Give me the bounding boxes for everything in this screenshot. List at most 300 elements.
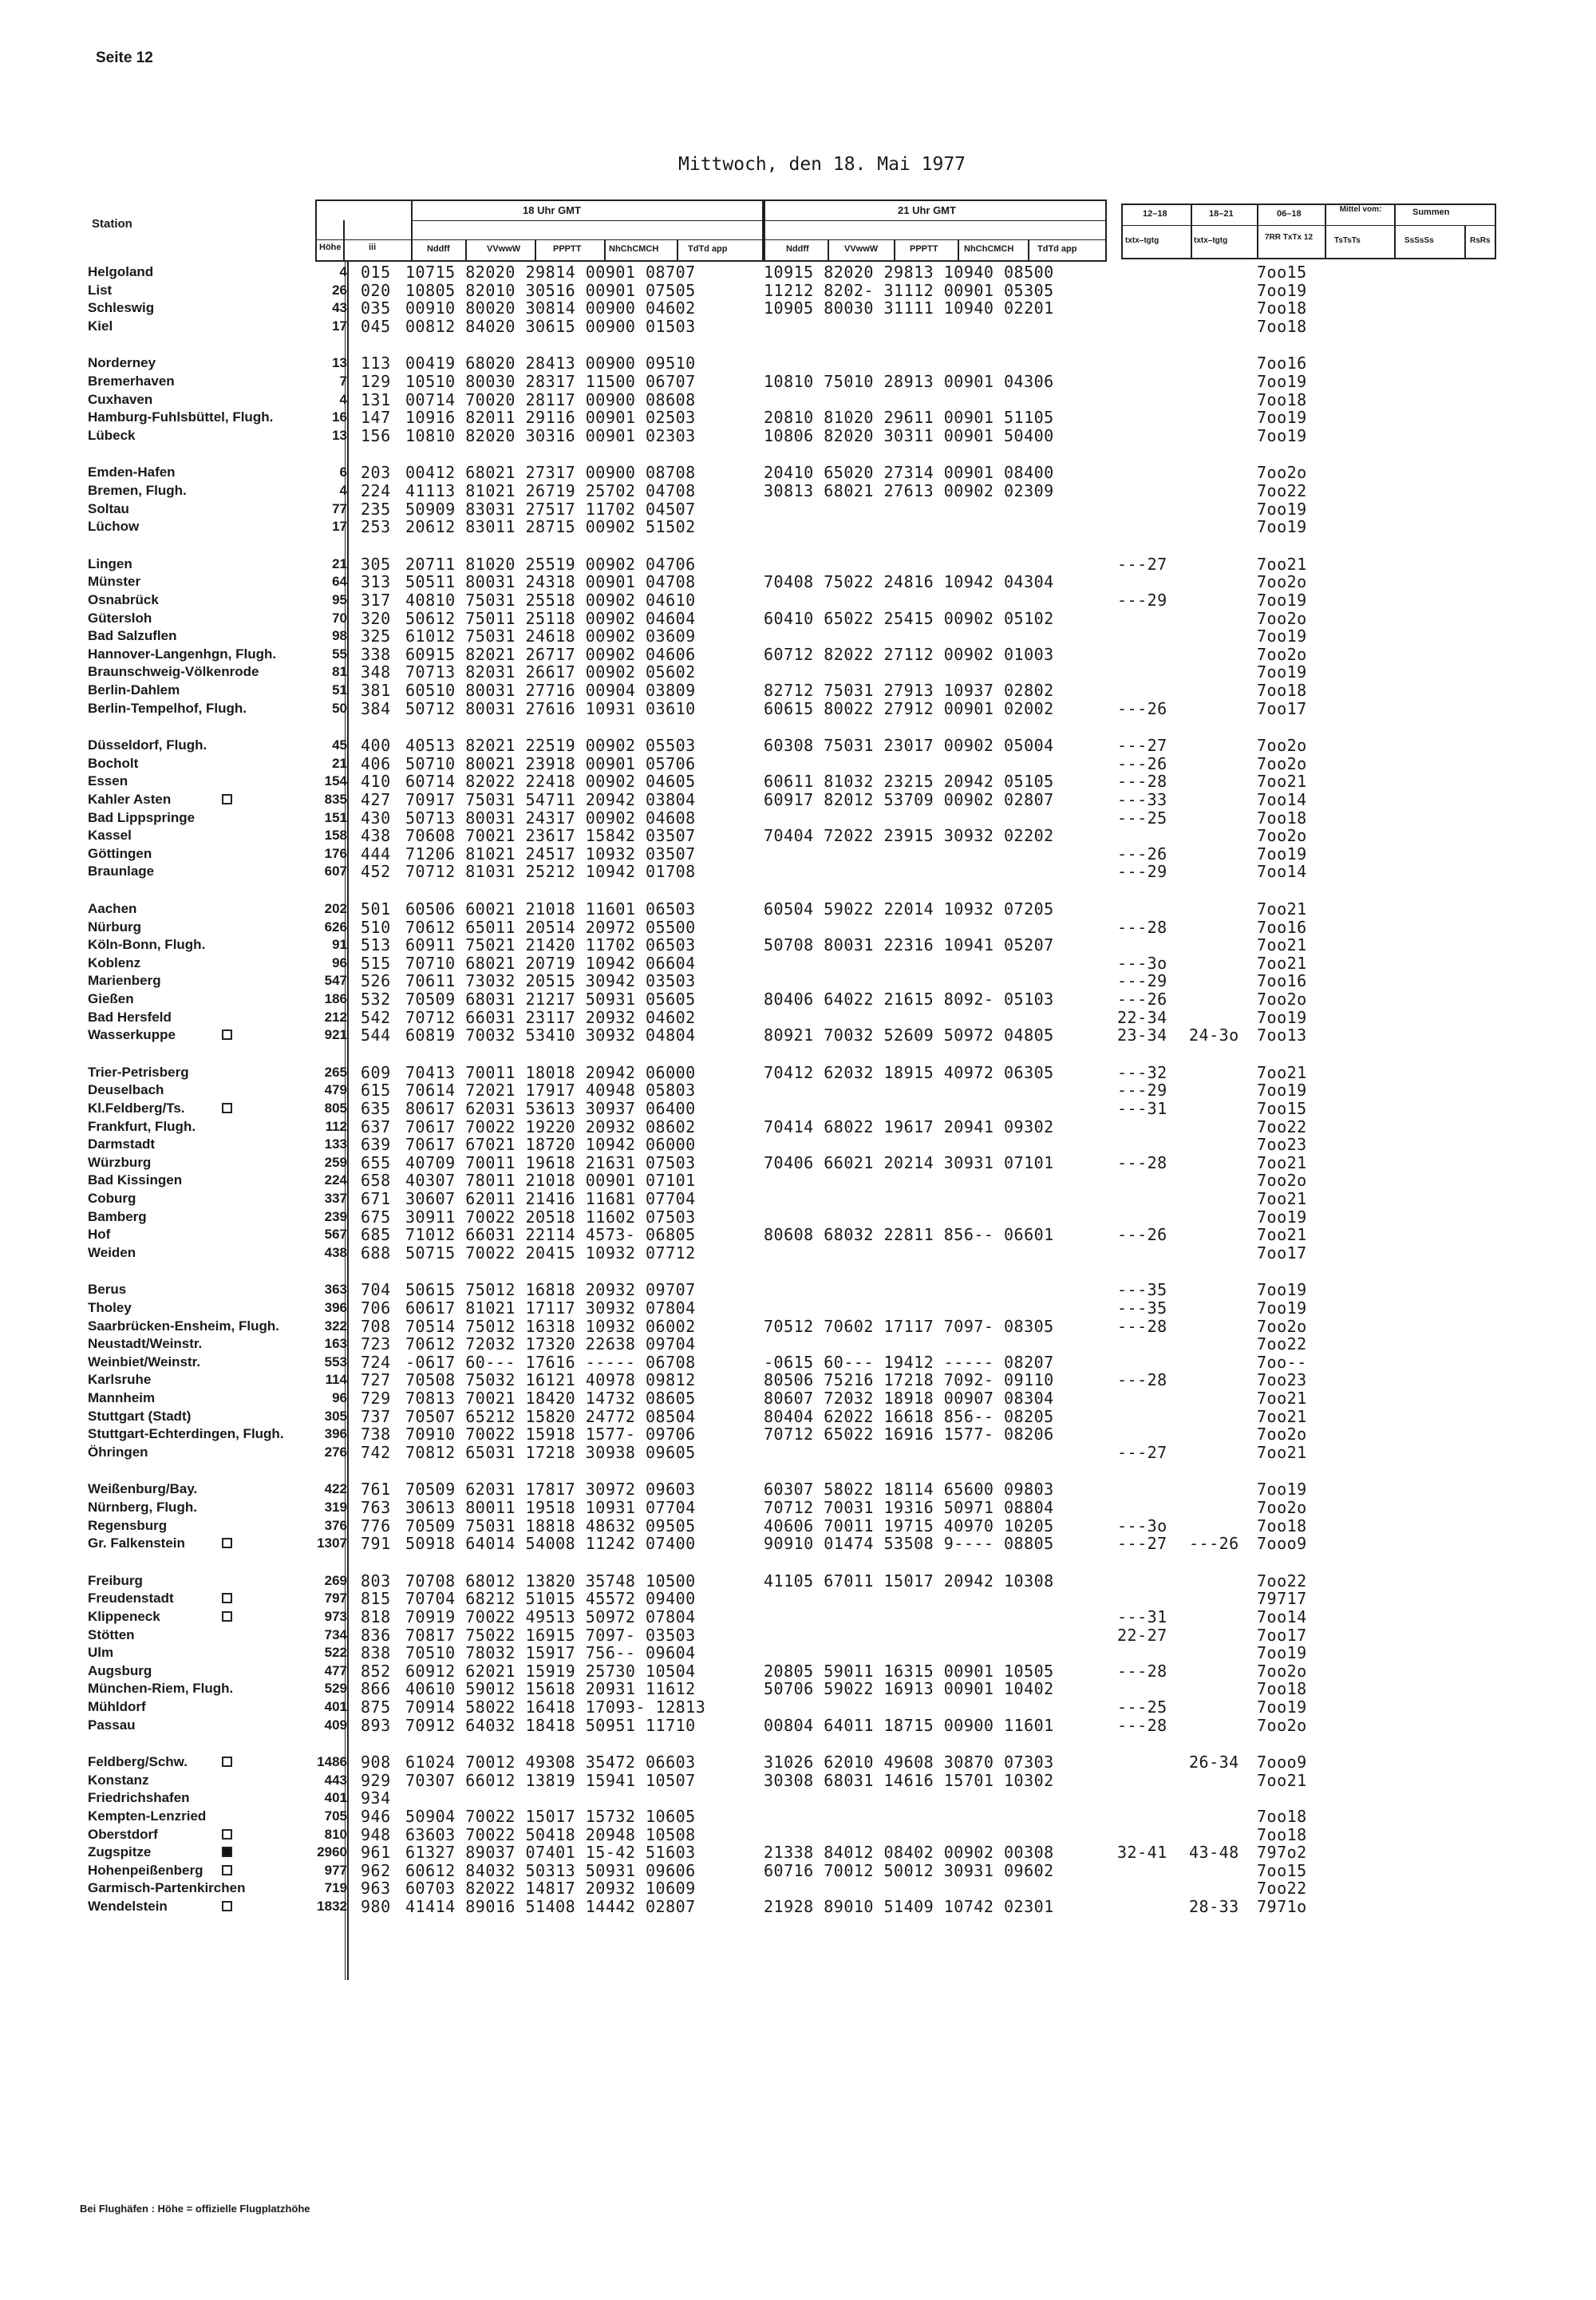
station-height: 835 [324,792,347,807]
obs-18-uhr: 70914 58022 16418 17093- 12813 [405,1697,706,1717]
table-row [0,936,1596,954]
station-height: 265 [324,1064,347,1080]
obs-18-uhr: 80617 62031 53613 30937 06400 [405,1099,696,1118]
station-name: Zugspitze [88,1844,152,1860]
code-06-18: 7oo15 [1257,263,1307,282]
code-06-18: 7oo15 [1257,1099,1307,1118]
table-row [0,700,1596,717]
station-height: 26 [332,282,347,298]
station-number: 704 [361,1280,391,1300]
table-row [0,1244,1596,1262]
code-06-18: 7oo18 [1257,1679,1307,1699]
station-number: 737 [361,1406,391,1426]
station-name: Kl.Feldberg/Ts. [88,1101,185,1116]
obs-18-uhr: 60617 81021 17117 30932 07804 [405,1298,696,1318]
obs-18-uhr: 00419 68020 28413 00900 09510 [405,354,696,373]
station-height: 2960 [317,1844,347,1860]
station-height: 396 [324,1426,347,1442]
station-number: 815 [361,1589,391,1609]
obs-21-uhr: 60308 75031 23017 00902 05004 [764,736,1054,756]
temp-diff-12-18: ---27 [1117,1442,1167,1462]
station-number: 510 [361,917,391,937]
temp-diff-18-21: 43-48 [1189,1843,1239,1863]
obs-18-uhr: 50712 80031 27616 10931 03610 [405,698,696,718]
header-sub-18-21: txtx–tgtg [1194,236,1228,245]
code-06-18: 7ooo9 [1257,1753,1307,1772]
code-06-18: 7oo19 [1257,408,1307,428]
station-number: 235 [361,499,391,519]
obs-18-uhr: 71012 66031 22114 4573- 06805 [405,1225,696,1245]
station-height: 45 [332,737,347,753]
station-height: 529 [324,1681,347,1697]
station-name: Mühldorf [88,1699,146,1714]
station-height: 91 [332,937,347,953]
code-06-18: 7oo17 [1257,1625,1307,1645]
station-number: 727 [361,1370,391,1390]
open-square-icon [222,1901,232,1911]
station-height: 409 [324,1717,347,1733]
station-height: 70 [332,610,347,626]
temp-diff-12-18: ---28 [1117,772,1167,792]
table-row [0,1517,1596,1535]
header-mittel: Mittel vom: [1339,205,1382,214]
station-height: 973 [324,1609,347,1624]
station-number: 438 [361,826,391,846]
station-height: 202 [324,901,347,916]
obs-18-uhr: 70617 67021 18720 10942 06000 [405,1135,696,1155]
station-height: 224 [324,1172,347,1188]
code-06-18: 7oo21 [1257,899,1307,919]
station-number: 320 [361,608,391,628]
station-height: 921 [324,1027,347,1043]
station-height: 16 [332,409,347,425]
station-name: Bad Salzuflen [88,628,177,644]
obs-21-uhr: 80921 70032 52609 50972 04805 [764,1026,1054,1045]
station-height: 363 [324,1282,347,1298]
header-06-18: 06–18 [1277,209,1302,219]
temp-diff-12-18: ---29 [1117,1081,1167,1101]
temp-diff-12-18: 23-34 [1117,1026,1167,1045]
code-06-18: 7oo18 [1257,681,1307,700]
station-height: 401 [324,1790,347,1806]
code-06-18: 7oo2o [1257,1498,1307,1517]
table-row [0,1408,1596,1425]
table-row [0,791,1596,808]
station-name: Aachen [88,901,137,916]
code-06-18: 7oo19 [1257,517,1307,537]
table-row [0,954,1596,972]
obs-21-uhr: 82712 75031 27913 10937 02802 [764,681,1054,700]
station-number: 980 [361,1897,391,1916]
obs-18-uhr: 50918 64014 54008 11242 07400 [405,1534,696,1554]
station-height: 95 [332,592,347,607]
station-number: 203 [361,463,391,483]
obs-21-uhr: 70406 66021 20214 30931 07101 [764,1152,1054,1172]
table-row [0,1862,1596,1879]
header-vvwww-21: VVwwW [844,244,879,254]
temp-diff-12-18: ---35 [1117,1298,1167,1318]
table-row [0,1499,1596,1516]
station-name: Stuttgart-Echterdingen, Flugh. [88,1426,284,1442]
table-row [0,1335,1596,1353]
obs-18-uhr: 40709 70011 19618 21631 07503 [405,1152,696,1172]
station-name: Bad Hersfeld [88,1009,172,1025]
header-nh-18: NhChCMCH [609,244,659,254]
station-name: Hof [88,1227,111,1243]
obs-21-uhr: 70408 75022 24816 10942 04304 [764,572,1054,592]
obs-18-uhr: 00812 84020 30615 00900 01503 [405,316,696,336]
obs-18-uhr: 70612 72032 17320 22638 09704 [405,1334,696,1354]
table-row [0,1753,1596,1771]
station-height: 4 [339,483,347,498]
obs-21-uhr: 30308 68031 14616 15701 10302 [764,1770,1054,1790]
station-height: 607 [324,863,347,879]
obs-18-uhr: 70713 82031 26617 00902 05602 [405,662,696,682]
header-12-18: 12–18 [1143,209,1167,219]
station-name: Bad Lippspringe [88,809,196,825]
table-row [0,1480,1596,1498]
open-square-icon [222,1611,232,1622]
station-name: Klippeneck [88,1609,160,1624]
obs-18-uhr: 60819 70032 53410 30932 04804 [405,1026,696,1045]
station-name: Braunlage [88,863,155,879]
open-square-icon [222,1538,232,1548]
obs-18-uhr: 50612 75011 25118 00902 04604 [405,608,696,628]
station-number: 129 [361,372,391,391]
station-name: Münster [88,574,141,590]
station-height: 522 [324,1645,347,1661]
station-height: 17 [332,519,347,535]
code-06-18: 7oo21 [1257,1062,1307,1082]
station-name: Berlin-Dahlem [88,682,180,698]
obs-18-uhr: 70919 70022 49513 50972 07804 [405,1607,696,1626]
station-number: 929 [361,1770,391,1790]
code-06-18: 7oo18 [1257,298,1307,318]
table-row [0,318,1596,335]
station-number: 015 [361,263,391,282]
station-height: 1486 [317,1754,347,1770]
station-name: List [88,282,113,298]
obs-18-uhr: 70617 70022 19220 20932 08602 [405,1116,696,1136]
obs-21-uhr: 00804 64011 18715 00900 11601 [764,1715,1054,1735]
station-height: 547 [324,973,347,989]
obs-21-uhr: 20810 81020 29611 00901 51105 [764,408,1054,428]
code-06-18: 7oo16 [1257,971,1307,991]
header-18-21: 18–21 [1209,209,1234,219]
station-name: Freudenstadt [88,1591,174,1606]
code-06-18: 7oo19 [1257,844,1307,863]
obs-21-uhr: 70414 68022 19617 20941 09302 [764,1116,1054,1136]
obs-21-uhr: 41105 67011 15017 20942 10308 [764,1571,1054,1591]
temp-diff-12-18: ---28 [1117,1316,1167,1336]
station-name: Kempten-Lenzried [88,1808,207,1824]
code-06-18: 7oo2o [1257,1425,1307,1444]
station-number: 637 [361,1116,391,1136]
station-height: 477 [324,1662,347,1678]
station-number: 526 [361,971,391,991]
station-height: 186 [324,991,347,1006]
station-name: Lübeck [88,427,136,443]
obs-21-uhr: -0615 60--- 19412 ----- 08207 [764,1352,1054,1372]
header-nddff-18: Nddff [427,244,450,254]
code-06-18: 7oo19 [1257,1480,1307,1500]
station-number: 400 [361,736,391,756]
code-06-18: 7oo21 [1257,1770,1307,1790]
table-row [0,1698,1596,1716]
station-height: 50 [332,700,347,716]
station-name: Deuselbach [88,1082,164,1098]
obs-18-uhr: 10805 82010 30516 00901 07505 [405,280,696,300]
code-06-18: 7oo22 [1257,1116,1307,1136]
code-06-18: 7oo13 [1257,1026,1307,1045]
station-name: Weinbiet/Weinstr. [88,1354,201,1369]
station-name: Gießen [88,991,134,1006]
code-06-18: 7oo21 [1257,1225,1307,1245]
obs-18-uhr: 20711 81020 25519 00902 04706 [405,554,696,574]
filled-square-icon [222,1847,232,1857]
station-number: 532 [361,990,391,1009]
station-height: 7 [339,373,347,389]
obs-18-uhr: 40513 82021 22519 00902 05503 [405,736,696,756]
station-height: 4 [339,391,347,407]
header-iii: iii [369,243,377,252]
table-row [0,610,1596,627]
temp-diff-12-18: ---25 [1117,808,1167,828]
code-06-18: 7oo19 [1257,1081,1307,1101]
station-height: 151 [324,809,347,825]
temp-diff-12-18: 22-27 [1117,1625,1167,1645]
obs-21-uhr: 70404 72022 23915 30932 02202 [764,826,1054,846]
temp-diff-12-18: ---27 [1117,1534,1167,1554]
station-number: 836 [361,1625,391,1645]
station-name: Berus [88,1282,127,1298]
station-name: Helgoland [88,264,154,279]
obs-18-uhr: 70812 65031 17218 30938 09605 [405,1442,696,1462]
obs-21-uhr: 20410 65020 27314 00901 08400 [764,463,1054,483]
station-height: 163 [324,1336,347,1352]
station-height: 1832 [317,1899,347,1914]
obs-18-uhr: 70510 78032 15917 756-- 09604 [405,1643,696,1663]
table-row [0,646,1596,663]
obs-21-uhr: 70512 70602 17117 7097- 08305 [764,1316,1054,1336]
station-number: 430 [361,808,391,828]
table-row [0,627,1596,645]
obs-18-uhr: 50904 70022 15017 15732 10605 [405,1807,696,1826]
code-06-18: 7oo2o [1257,1661,1307,1681]
station-number: 706 [361,1298,391,1318]
table-row [0,1826,1596,1844]
table-row [0,500,1596,518]
code-06-18: 797o2 [1257,1843,1307,1863]
table-row [0,1425,1596,1443]
header-summen: Summen [1412,207,1450,217]
obs-21-uhr: 60716 70012 50012 30931 09602 [764,1860,1054,1880]
station-height: 21 [332,555,347,571]
table-row [0,1535,1596,1552]
temp-diff-12-18: ---28 [1117,917,1167,937]
station-number: 675 [361,1207,391,1227]
station-height: 51 [332,682,347,698]
header-nddff-21: Nddff [786,244,809,254]
obs-21-uhr: 70712 70031 19316 50971 08804 [764,1498,1054,1517]
code-06-18: 7oo21 [1257,1406,1307,1426]
header-18-uhr-gmt: 18 Uhr GMT [523,204,581,216]
code-06-18: 7oo22 [1257,481,1307,500]
temp-diff-12-18: ---26 [1117,844,1167,863]
station-height: 626 [324,919,347,935]
obs-21-uhr: 60504 59022 22014 10932 07205 [764,899,1054,919]
table-row [0,1136,1596,1153]
temp-diff-18-21: 26-34 [1189,1753,1239,1772]
header-21-uhr-gmt: 21 Uhr GMT [898,204,956,216]
code-06-18: 7oo21 [1257,1389,1307,1408]
code-06-18: 7oo2o [1257,463,1307,483]
table-row [0,1898,1596,1915]
temp-diff-12-18: ---28 [1117,1661,1167,1681]
obs-21-uhr: 11212 8202- 31112 00901 05305 [764,280,1054,300]
obs-21-uhr: 60307 58022 18114 65600 09803 [764,1480,1054,1500]
station-height: 13 [332,427,347,443]
code-06-18: 7oo2o [1257,826,1307,846]
station-name: Koblenz [88,954,141,970]
station-height: 96 [332,1390,347,1405]
station-name: Hamburg-Fuhlsbüttel, Flugh. [88,409,274,425]
station-number: 020 [361,280,391,300]
code-06-18: 7oo19 [1257,1280,1307,1300]
code-06-18: 7oo19 [1257,591,1307,610]
header-vvwww-18: VVwwW [487,244,521,254]
station-height: 1307 [317,1535,347,1551]
station-name: Coburg [88,1191,136,1206]
station-name: Konstanz [88,1772,149,1788]
station-name: Mannheim [88,1390,156,1405]
code-06-18: 7oo23 [1257,1135,1307,1155]
station-height: 319 [324,1500,347,1515]
temp-diff-12-18: ---26 [1117,753,1167,773]
obs-21-uhr: 10806 82020 30311 00901 50400 [764,425,1054,445]
station-number: 742 [361,1442,391,1462]
obs-18-uhr: 70813 70021 18420 14732 08605 [405,1389,696,1408]
station-height: 797 [324,1591,347,1606]
obs-21-uhr: 80406 64022 21615 8092- 05103 [764,990,1054,1009]
station-height: 158 [324,828,347,844]
station-height: 98 [332,628,347,644]
code-06-18: 7oo2o [1257,990,1307,1009]
temp-diff-12-18: ---28 [1117,1715,1167,1735]
code-06-18: 7oo21 [1257,935,1307,955]
header-station: Station [92,217,132,231]
code-06-18: 7oo19 [1257,662,1307,682]
station-number: 639 [361,1135,391,1155]
obs-21-uhr: 40606 70011 19715 40970 10205 [764,1516,1054,1535]
station-height: 81 [332,664,347,680]
station-name: Kahler Asten [88,792,172,807]
temp-diff-12-18: ---3o [1117,1516,1167,1535]
header-sub-12-18: txtx–tgtg [1125,236,1159,245]
station-height: 6 [339,464,347,480]
station-height: 112 [325,1118,347,1134]
obs-21-uhr: 60917 82012 53709 00902 02807 [764,790,1054,809]
obs-18-uhr: 10510 80030 28317 11500 06707 [405,372,696,391]
station-height: 154 [324,773,347,789]
station-number: 738 [361,1425,391,1444]
station-name: Emden-Hafen [88,464,176,480]
temp-diff-12-18: ---27 [1117,554,1167,574]
table-row [0,1662,1596,1680]
temp-diff-12-18: ---35 [1117,1280,1167,1300]
obs-18-uhr: 70817 75022 16915 7097- 03503 [405,1625,696,1645]
station-number: 609 [361,1062,391,1082]
table-row [0,1226,1596,1243]
station-number: 729 [361,1389,391,1408]
temp-diff-12-18: 32-41 [1117,1843,1167,1863]
station-number: 658 [361,1171,391,1191]
open-square-icon [222,1103,232,1113]
header-tdtd-18: TdTd app [688,244,728,254]
station-height: 114 [325,1372,347,1388]
obs-18-uhr: -0617 60--- 17616 ----- 06708 [405,1352,696,1372]
code-06-18: 7oo19 [1257,372,1307,391]
station-number: 515 [361,953,391,973]
station-name: Würzburg [88,1154,152,1170]
station-number: 325 [361,626,391,646]
station-height: 553 [324,1354,347,1369]
station-number: 253 [361,517,391,537]
code-06-18: 7oo19 [1257,1643,1307,1663]
header-tdtd-21: TdTd app [1037,244,1077,254]
obs-21-uhr: 60410 65022 25415 00902 05102 [764,608,1054,628]
obs-21-uhr: 60712 82022 27112 00902 01003 [764,644,1054,664]
code-06-18: 7oo2o [1257,736,1307,756]
obs-18-uhr: 40307 78011 21018 00901 07101 [405,1171,696,1191]
code-06-18: 7oo16 [1257,354,1307,373]
temp-diff-12-18: ---33 [1117,790,1167,809]
table-row [0,263,1596,281]
station-name: Marienberg [88,973,161,989]
table-row [0,1299,1596,1317]
page-number: Seite 12 [96,49,153,66]
obs-21-uhr: 80608 68032 22811 856-- 06601 [764,1225,1054,1245]
code-06-18: 7oo2o [1257,572,1307,592]
code-06-18: 7oo2o [1257,644,1307,664]
code-06-18: 7oo18 [1257,1807,1307,1826]
table-row [0,1590,1596,1607]
station-number: 313 [361,572,391,592]
station-height: 43 [332,300,347,316]
obs-18-uhr: 70307 66012 13819 15941 10507 [405,1770,696,1790]
obs-21-uhr: 31026 62010 49608 30870 07303 [764,1753,1054,1772]
obs-18-uhr: 70509 75031 18818 48632 09505 [405,1516,696,1535]
table-row [0,1444,1596,1461]
code-06-18: 7oo21 [1257,1442,1307,1462]
station-number: 961 [361,1843,391,1863]
obs-21-uhr: 70712 65022 16916 1577- 08206 [764,1425,1054,1444]
table-row [0,1717,1596,1734]
table-row [0,391,1596,409]
obs-18-uhr: 70508 75032 16121 40978 09812 [405,1370,696,1390]
header-sub-06-18: 7RR TxTx 12 [1265,233,1314,242]
obs-21-uhr: 50706 59022 16913 00901 10402 [764,1679,1054,1699]
station-name: Bad Kissingen [88,1172,183,1188]
station-height: 77 [332,500,347,516]
station-name: Feldberg/Schw. [88,1754,188,1770]
table-row [0,1772,1596,1789]
obs-18-uhr: 70611 73032 20515 30942 03503 [405,971,696,991]
temp-diff-12-18: ---28 [1117,1152,1167,1172]
obs-21-uhr: 80607 72032 18918 00907 08304 [764,1389,1054,1408]
station-name: Darmstadt [88,1136,156,1152]
table-row [0,1844,1596,1861]
